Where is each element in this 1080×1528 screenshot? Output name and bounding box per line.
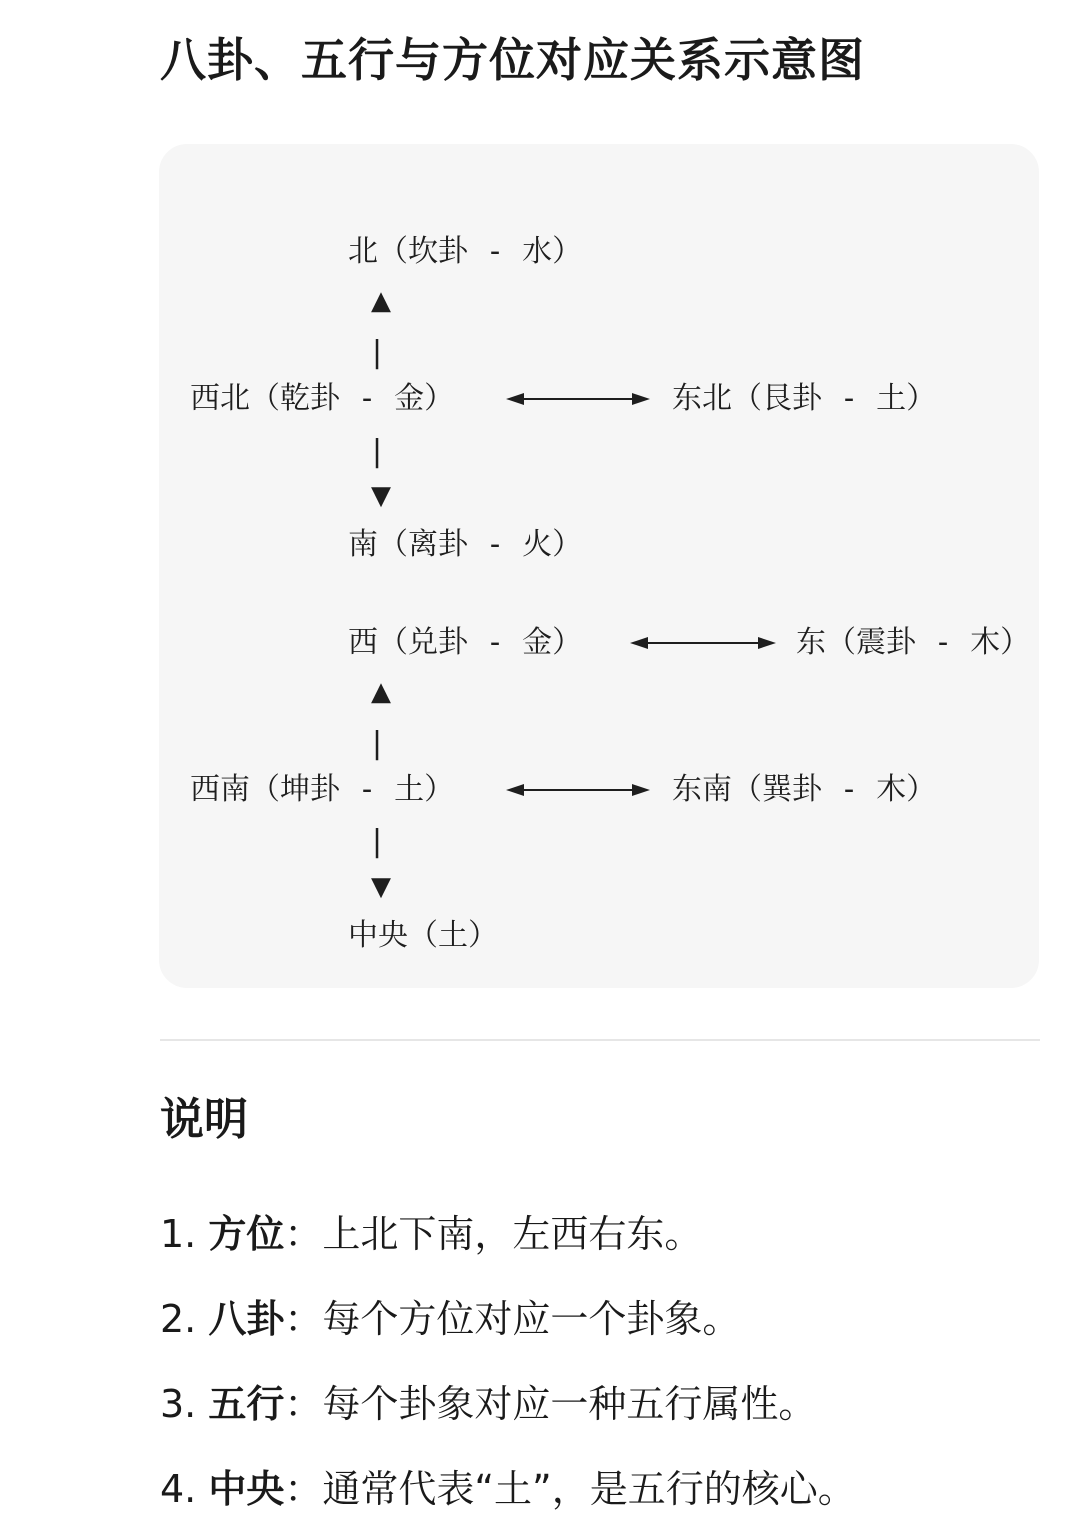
list-number: 3. [160, 1382, 197, 1426]
arrow-down-icon: ▼ [371, 481, 391, 511]
label-east: 东（震卦 - 木） [796, 625, 1031, 660]
double-arrow-icon [506, 780, 650, 800]
vertical-connector: | [368, 335, 387, 370]
list-number: 2. [160, 1297, 197, 1341]
list-term: 中央 [208, 1467, 285, 1511]
divider [160, 1039, 1040, 1041]
page-title: 八卦、五行与方位对应关系示意图 [160, 33, 865, 87]
diagram-code-block [159, 144, 1039, 988]
label-northwest: 西北（乾卦 - 金） [190, 381, 455, 416]
arrow-up-icon: ▲ [371, 677, 391, 707]
label-southeast: 东南（巽卦 - 木） [672, 772, 937, 807]
list-item [160, 1461, 856, 1517]
label-west: 西（兑卦 - 金） [348, 625, 583, 660]
list-text: ：上北下南，左西右东。 [284, 1212, 703, 1256]
section-heading: 说明 [160, 1094, 248, 1145]
arrow-up-icon: ▲ [371, 286, 391, 316]
vertical-connector: | [368, 726, 387, 761]
arrow-down-icon: ▼ [371, 872, 391, 902]
list-number: 4. [160, 1467, 197, 1511]
label-northeast: 东北（艮卦 - 土） [672, 381, 937, 416]
list-text: ：每个方位对应一个卦象。 [284, 1297, 741, 1341]
label-southwest: 西南（坤卦 - 土） [190, 772, 455, 807]
list-item [160, 1376, 816, 1432]
label-center: 中央（土） [348, 918, 498, 953]
double-arrow-icon [630, 633, 776, 653]
list-text: ：每个卦象对应一种五行属性。 [284, 1382, 817, 1426]
vertical-connector: | [368, 824, 387, 859]
list-item [160, 1291, 740, 1347]
list-text: ：通常代表“土”，是五行的核心。 [284, 1467, 856, 1511]
vertical-connector: | [368, 434, 387, 469]
list-term: 八卦 [208, 1297, 285, 1341]
label-south: 南（离卦 - 火） [348, 527, 583, 562]
list-term: 五行 [208, 1382, 285, 1426]
list-item [160, 1206, 702, 1262]
label-north: 北（坎卦 - 水） [348, 234, 583, 269]
list-number: 1. [160, 1212, 197, 1256]
list-term: 方位 [208, 1212, 285, 1256]
double-arrow-icon [506, 389, 650, 409]
